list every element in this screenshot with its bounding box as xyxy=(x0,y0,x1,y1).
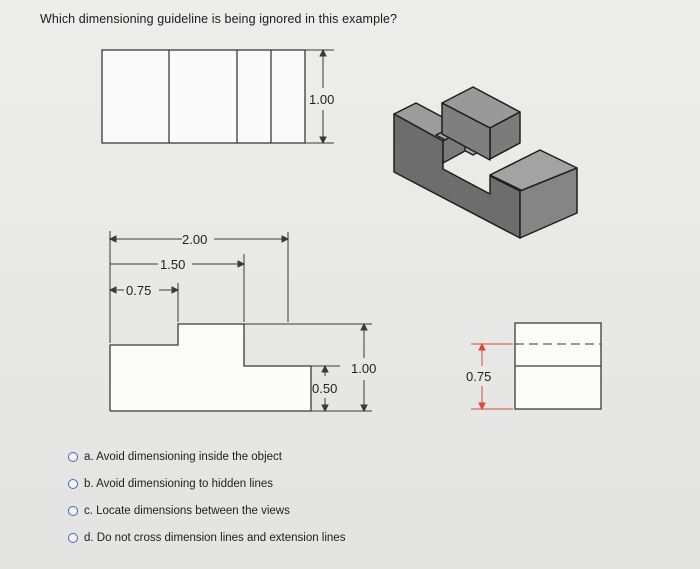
dim-top-height-label: 1.00 xyxy=(309,92,335,107)
question-text: Which dimensioning guideline is being ignored in this example? xyxy=(40,12,398,26)
dim-right-height-label: 1.00 xyxy=(351,361,377,376)
dim-step-width-label: 0.75 xyxy=(126,283,152,298)
dim-overall-width-label: 2.00 xyxy=(182,232,208,247)
option-b[interactable] xyxy=(68,470,345,497)
answer-options xyxy=(68,443,345,551)
dim-step-height-label: 0.50 xyxy=(312,381,338,396)
radio-button[interactable] xyxy=(68,533,78,543)
dim-side-view-label: 0.75 xyxy=(466,369,492,384)
option-label: c. Locate dimensions between the views xyxy=(84,504,290,517)
radio-button[interactable] xyxy=(68,479,78,489)
option-d[interactable] xyxy=(68,524,345,551)
option-label: a. Avoid dimensioning inside the object xyxy=(84,450,282,463)
radio-button[interactable] xyxy=(68,506,78,516)
option-a[interactable] xyxy=(68,443,345,470)
front-view xyxy=(110,324,311,411)
dim-mid-width-label: 1.50 xyxy=(160,257,186,272)
radio-button[interactable] xyxy=(68,452,78,462)
isometric-view xyxy=(394,87,577,238)
option-c[interactable] xyxy=(68,497,345,524)
top-view xyxy=(102,50,305,143)
option-label: d. Do not cross dimension lines and extension lines xyxy=(84,531,346,544)
option-label: b. Avoid dimensioning to hidden lines xyxy=(84,477,274,490)
side-view xyxy=(515,323,601,409)
